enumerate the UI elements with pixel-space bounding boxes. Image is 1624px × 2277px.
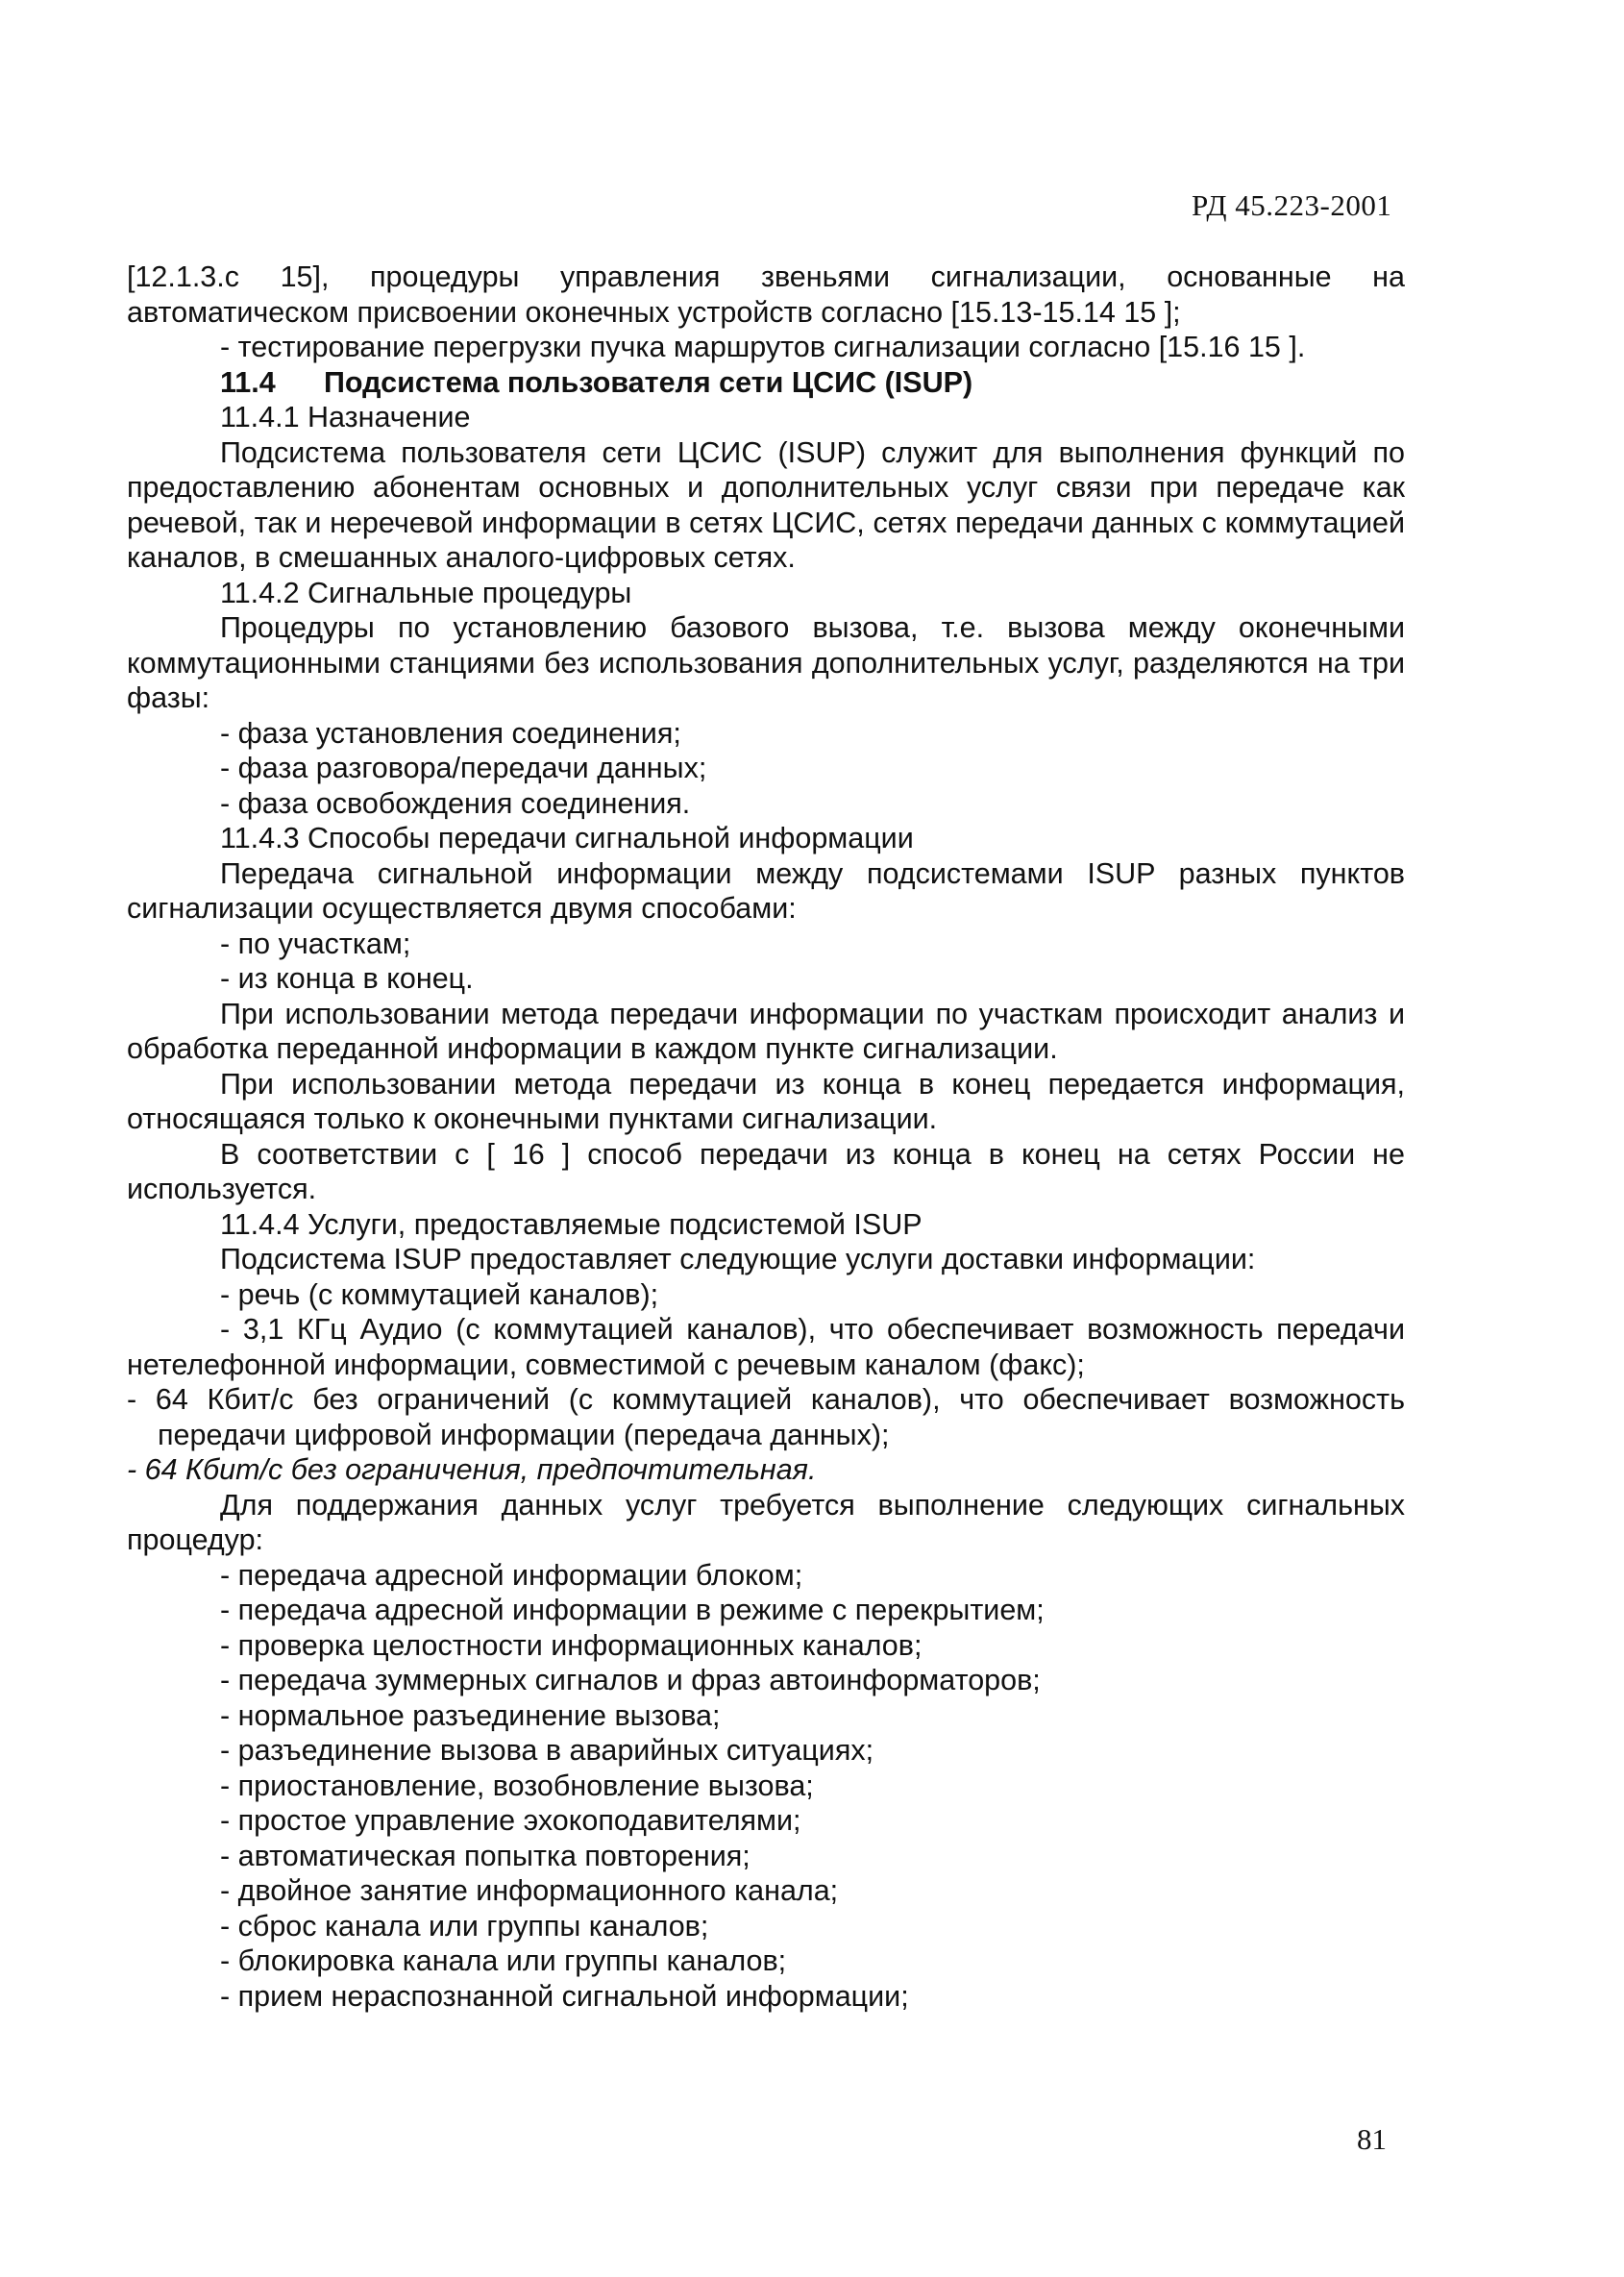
page-number: 81	[1357, 2122, 1387, 2156]
paragraph: При использовании метода передачи из конца в конец передается информация, относящаяся только к оконечными пунктами сигнализации.	[127, 1067, 1405, 1135]
list-item: - фаза освобождения соединения.	[220, 786, 691, 820]
list-item: - передача адресной информации в режиме с перекрытием;	[220, 1594, 1045, 1626]
list-item: - 64 Кбит/с без ограничения, предпочтительная.	[127, 1453, 817, 1486]
list-item: - приостановление, возобновление вызова;	[220, 1769, 814, 1802]
intro-paragraph: [12.1.3.с 15], процедуры управления звеньями сигнализации, основанные на автоматическом присвоении оконечных устройств согласно [15.13-15.14 15 ];	[127, 260, 1405, 329]
list-item: - фаза разговора/передачи данных;	[220, 752, 707, 784]
paragraph: Для поддержания данных услуг требуется выполнение следующих сигнальных процедур:	[127, 1488, 1405, 1556]
list-item: - прием нераспознанной сигнальной информации;	[220, 1979, 909, 2013]
list-item: - из конца в конец.	[220, 962, 474, 995]
subsection-text-4: Подсистема ISUP предоставляет следующие услуги доставки информации:	[220, 1243, 1256, 1275]
document-code: РД 45.223-2001	[1192, 188, 1392, 222]
paragraph: При использовании метода передачи информации по участкам происходит анализ и обработка переданной информации в каждом пункте сигнализации.	[127, 997, 1405, 1065]
section-title: Подсистема пользователя сети ЦСИС (ISUP)	[324, 365, 973, 399]
list-item: - 64 Кбит/с без ограничений (с коммутацией каналов), что обеспечивает возможность передачи цифровой информации (передача данных);	[127, 1383, 1405, 1451]
list-item: - речь (с коммутацией каналов);	[220, 1277, 659, 1311]
list-item: - 3,1 КГц Аудио (с коммутацией каналов), что обеспечивает возможность передачи нетелефонной информации, совместимой с речевым каналом (факс);	[127, 1313, 1405, 1381]
section-number: 11.4	[220, 365, 276, 399]
list-item: - автоматическая попытка повторения;	[220, 1839, 750, 1872]
subsection-title-1: 11.4.1 Назначение	[220, 401, 471, 433]
list-item: - блокировка канала или группы каналов;	[220, 1944, 787, 1977]
list-item: - по участкам;	[220, 927, 411, 960]
subsection-text-2: Процедуры по установлению базового вызова, т.е. вызова между оконечными коммутационными станциями без использования дополнительных услуг, разделяются на три фазы:	[127, 611, 1405, 714]
list-item: - простое управление эхокоподавителями;	[220, 1804, 801, 1837]
list-item: - фаза установления соединения;	[220, 716, 681, 750]
subsection-title-2: 11.4.2 Сигнальные процедуры	[220, 576, 632, 609]
section-heading	[127, 365, 1405, 401]
intro-list-item: - тестирование перегрузки пучка маршрутов сигнализации согласно [15.16 15 ].	[220, 331, 1306, 363]
subsection-text-3: Передача сигнальной информации между подсистемами ISUP разных пунктов сигнализации осуществляется двумя способами:	[127, 856, 1405, 925]
subsection-text-1: Подсистема пользователя сети ЦСИС (ISUP) служит для выполнения функций по предоставлению абонентам основных и дополнительных услуг связи при передаче как речевой, так и неречевой информации в сетях ЦСИС, сетях передачи данных с коммутацией каналов, в смешанных аналого-цифровых сетях.	[127, 435, 1405, 574]
list-item: - разъединение вызова в аварийных ситуациях;	[220, 1734, 874, 1767]
document-body	[127, 260, 1405, 2014]
list-item: - сброс канала или группы каналов;	[220, 1909, 709, 1943]
list-item: - нормальное разъединение вызова;	[220, 1698, 721, 1732]
subsection-title-3: 11.4.3 Способы передачи сигнальной информации	[220, 822, 914, 854]
list-item: - передача адресной информации блоком;	[220, 1558, 803, 1592]
list-item: - двойное занятие информационного канала;	[220, 1874, 839, 1907]
paragraph: В соответствии с [ 16 ] способ передачи из конца в конец на сетях России не используется.	[127, 1137, 1405, 1205]
list-item: - передача зуммерных сигналов и фраз автоинформаторов;	[220, 1664, 1041, 1696]
subsection-title-4: 11.4.4 Услуги, предоставляемые подсистемой ISUP	[220, 1207, 923, 1241]
list-item: - проверка целостности информационных каналов;	[220, 1628, 923, 1662]
